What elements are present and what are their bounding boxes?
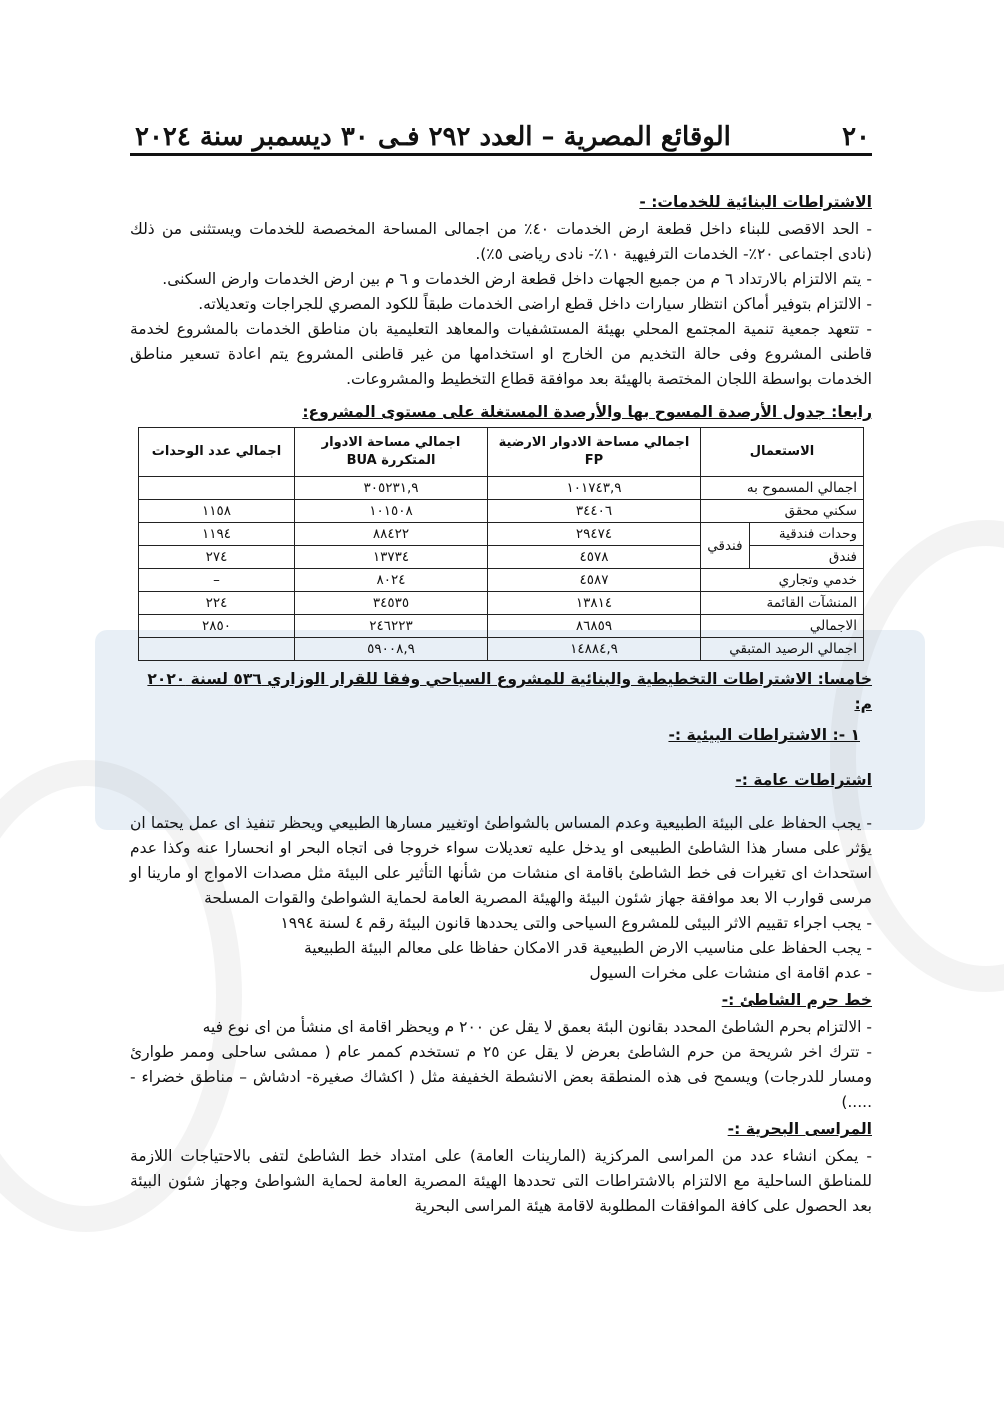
table-row: اجمالي الرصيد المتبقي ١٤٨٨٤,٩ ٥٩٠٠٨,٩ bbox=[139, 638, 864, 661]
section-five-heading: خامسا: الاشتراطات التخطيطية والبنائية للمشروع السياحي وفقا للقرار الوزاري ٥٣٦ لسنة ٢٠٢٠ م: bbox=[147, 670, 872, 713]
balances-table bbox=[138, 427, 864, 661]
table-row: وحدات فندقية فندقي ٢٩٤٧٤ ٨٨٤٢٢ ١١٩٤ bbox=[139, 523, 864, 546]
paragraph: - يجب اجراء تقييم الاثر البيئى للمشروع السياحى والتى يحددها قانون البيئة رقم ٤ لسنة ١٩٩٤ bbox=[280, 914, 872, 932]
paragraph: - تترك اخر شريحة من حرم الشاطئ بعرض لا يقل عن ٢٥ م تستخدم كممر عام ( ممشى ساحلى وممر طوارئ ومسار للدرجات) ويسمح فى هذه المنطقة بعض الانشطة الخفيفة مثل ( اكشاك صغيرة- ادشاش – مناطق خضراء - .....) bbox=[130, 1043, 873, 1111]
paragraph: - يجب الحفاظ على مناسيب الارض الطبيعية قدر الامكان حفاظا على معالم البيئة الطبيعية bbox=[303, 939, 872, 957]
shoreline-heading: خط حرم الشاطئ :- bbox=[721, 991, 872, 1009]
table-header-row bbox=[139, 428, 864, 477]
header-usage: الاستعمال bbox=[701, 428, 864, 477]
table-row: خدمي وتجاري ٤٥٨٧ ٨٠٢٤ – bbox=[139, 569, 864, 592]
gazette-title: الوقائع المصرية – العدد ٢٩٢ فـى ٣٠ ديسمبر سنة ٢٠٢٤ bbox=[135, 122, 731, 152]
paragraph: - الحد الاقصى للبناء داخل قطعة ارض الخدمات ٤٠٪ من اجمالى المساحة المخصصة للخدمات ويستثنى من ذلك (نادى اجتماعى ٢٠٪- الخدمات الترفيهية ١٠٪- نادى رياضى ٥٪). bbox=[130, 220, 873, 263]
spacer bbox=[130, 795, 872, 811]
header-units: اجمالي عدد الوحدات bbox=[139, 428, 295, 477]
paragraph: - يتم الالتزام بالارتداد ٦ م من جميع الجهات داخل قطعة ارض الخدمات و ٦ م بين ارض الخدمات وارض السكنى. bbox=[162, 270, 872, 288]
paragraph: - الالتزام بتوفير أماكن انتظار سيارات داخل قطع اراضى الخدمات طبقاً للكود المصري للجراجات وتعديلاته. bbox=[198, 295, 872, 313]
environmental-subheading: ١ -: الاشتراطات البيئية :- bbox=[668, 726, 860, 744]
header-bua: اجمالي مساحة الادوار المتكررة BUA bbox=[295, 428, 488, 477]
paragraph: - تتعهد جمعية تنمية المجتمع المحلي بهيئة المستشفيات والمعاهد التعليمية بان مناطق الخدمات بالمشروع لخدمة قاطنى المشروع وفى حالة التخديم من الخارج او استخدامها من غير قاطنى المشروع يتم اعادة تسعير مناطق الخدمات بواسطة اللجان المختصة بالهيئة بعد موافقة قطاع التخطيط والمشروعات. bbox=[130, 320, 872, 388]
table-row: اجمالي المسموح به ١٠١٧٤٣,٩ ٣٠٥٢٣١,٩ bbox=[139, 477, 864, 500]
page-number: ٢٠ bbox=[842, 122, 870, 152]
paragraph: - الالتزام بحرم الشاطئ المحدد بقانون البئة بعمق لا يقل عن ٢٠٠ م ويحظر اقامة اى منشأ من اى نوع فيه bbox=[202, 1018, 872, 1036]
header-fp: اجمالي مساحة الادوار الارضية FP bbox=[488, 428, 701, 477]
general-conditions-heading: اشتراطات عامة :- bbox=[735, 771, 872, 789]
table-title: رابعا: جدول الأرصدة المسوح بها والأرصدة المستغلة على مستوى المشروع: bbox=[302, 403, 872, 421]
table-row: فندق ٤٥٧٨ ١٣٧٣٤ ٢٧٤ bbox=[139, 546, 864, 569]
services-heading: الاشتراطات البنائية للخدمات: - bbox=[639, 193, 872, 211]
marina-heading: المراسى البحرية :- bbox=[727, 1120, 872, 1138]
spacer bbox=[130, 750, 872, 766]
page-header bbox=[135, 112, 870, 152]
table-row: المنشآت القائمة ١٣٨١٤ ٣٤٥٣٥ ٢٢٤ bbox=[139, 592, 864, 615]
table-row: الاجمالي ٨٦٨٥٩ ٢٤٦٢٢٣ ٢٨٥٠ bbox=[139, 615, 864, 638]
header-divider bbox=[130, 153, 872, 156]
table-row: سكني محقق ٣٤٤٠٦ ١٠١٥٠٨ ١١٥٨ bbox=[139, 500, 864, 523]
hotel-group-cell: فندقي bbox=[701, 523, 750, 569]
paragraph: - يجب الحفاظ على البيئة الطبيعية وعدم المساس بالشواطئ اوتغيير مسارها الطبيعي ويحظر تنفيذ اى عمل يحتما ان يؤثر على مسار هذا الشاطئ الطبيعى او يدخل عليه تعديلات سواء خروجا فى اتجاه البحر او انحسارا عنه وكذا عدم استحداث اى تغيرات فى خط الشاطئ باقامة اى منشات من شأنها التأثير على البيئة مثل مصدات الامواج او مارينا او مرسى قوارب الا بعد موافقة جهاز شئون البيئة والهيئة المصرية العامة لحماية الشواطئ والقوات المسلحة bbox=[130, 814, 872, 907]
paragraph: - يمكن انشاء عدد من المراسى المركزية (المارينات العامة) على امتداد خط الشاطئ لتفى بالاحتياجات اللازمة للمناطق الساحلية مع الالتزام بالاشتراطات التى تحددها الهيئة المصرية العامة لحماية الشواطئ وجهاز شئون البيئة بعد الحصول على كافة الموافقات المطلوبة لاقامة هيئة المراسى البحرية bbox=[130, 1147, 872, 1215]
document-body bbox=[130, 188, 872, 1219]
paragraph: - عدم اقامة اى منشات على مخرات السيول bbox=[589, 964, 872, 982]
